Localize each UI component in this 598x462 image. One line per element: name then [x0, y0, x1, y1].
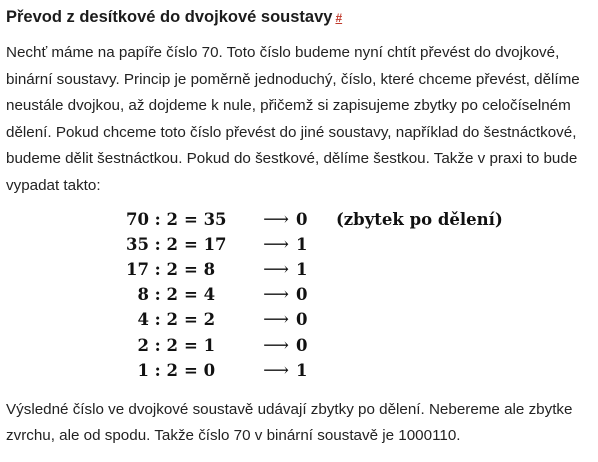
division-remainder: 1 [296, 234, 308, 254]
arrow-icon: ⟶ [263, 208, 289, 230]
division-dividend: 70 : 2 [125, 209, 178, 229]
arrow-icon: ⟶ [263, 233, 289, 255]
division-dividend: 1 : 2 [137, 360, 178, 380]
remainder-note: (zbytek po dělení) [336, 209, 503, 229]
division-quotient: = 8 [184, 259, 216, 279]
division-dividend: 35 : 2 [125, 234, 178, 254]
intro-paragraph: Nechť máme na papíře číslo 70. Toto číslo budeme nyní chtít převést do dvojkové, binární soustavy. Princip je poměrně jednoduchý, číslo, které chceme převést, dělíme neustále dvojkou, až dojdeme k nule, přičemž si zapisujeme zbytky po celočíselném dělení. Pokud chceme toto číslo převést do jiné soustavy, například do šestnáctkové, budeme dělit šestnáctkou. Pokud do šestkové, dělíme šestkou. Takže v praxi to bude vypadat takto: [6, 44, 580, 194]
division-quotient: = 1 [184, 335, 216, 355]
division-table [6, 200, 594, 397]
division-remainder: 1 [296, 360, 308, 380]
division-quotient: = 2 [184, 310, 216, 330]
division-dividend: 2 : 2 [137, 335, 178, 355]
result-paragraph: Výsledné číslo ve dvojkové soustavě udávají zbytky po dělení. Nebereme ale zbytke zvrchu, ale od spodu. Takže číslo 70 v binární soustavě je 1000110. [6, 400, 573, 445]
division-quotient: = 4 [184, 285, 216, 305]
section-title: Převod z desítkové do dvojkové soustavy [6, 8, 333, 26]
division-remainder: 0 [296, 310, 308, 330]
section-anchor-link[interactable]: # [335, 11, 343, 25]
division-dividend: 4 : 2 [137, 310, 178, 330]
division-dividend: 8 : 2 [137, 285, 178, 305]
division-quotient: = 0 [184, 360, 216, 380]
arrow-icon: ⟶ [263, 334, 289, 356]
division-quotient: = 35 [184, 209, 227, 229]
arrow-icon: ⟶ [263, 359, 289, 381]
division-quotient: = 17 [184, 234, 227, 254]
division-remainder: 0 [296, 285, 308, 305]
arrow-icon: ⟶ [263, 258, 289, 280]
arrow-icon: ⟶ [263, 309, 289, 331]
section-heading [6, 0, 594, 35]
arrow-icon: ⟶ [263, 284, 289, 306]
article-section [6, 0, 594, 450]
division-remainder: 0 [296, 335, 308, 355]
division-remainder: 1 [296, 259, 308, 279]
division-remainder: 0 [296, 209, 308, 229]
division-dividend: 17 : 2 [125, 259, 178, 279]
